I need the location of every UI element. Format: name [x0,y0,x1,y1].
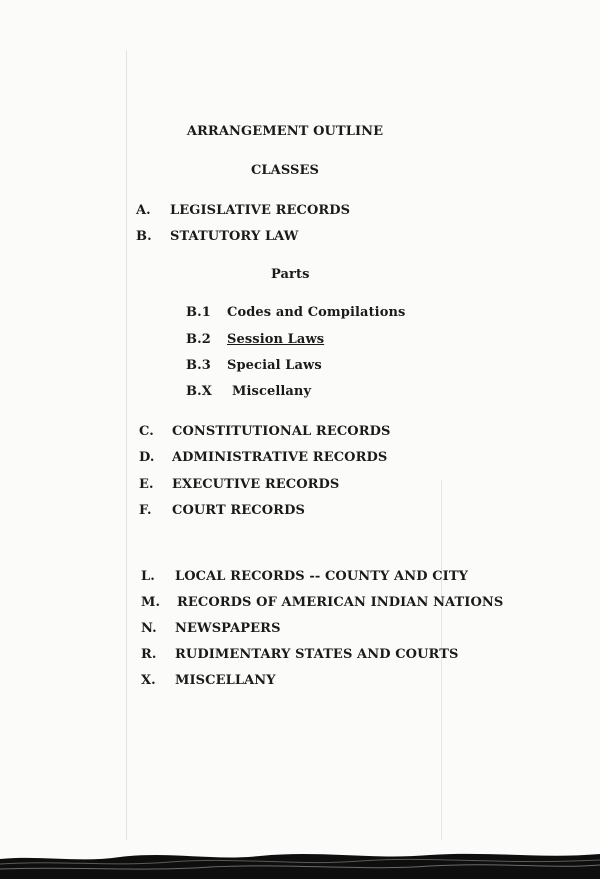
part-label: Miscellany [232,384,312,399]
class-label: RUDIMENTARY STATES AND COURTS [175,647,459,662]
class-label: LEGISLATIVE RECORDS [170,203,351,218]
class-code: F. [139,503,152,518]
parts-heading: Parts [271,267,310,282]
class-label: CONSTITUTIONAL RECORDS [172,424,391,439]
class-label: COURT RECORDS [172,503,305,518]
class-label: NEWSPAPERS [175,621,281,636]
class-code: B. [136,229,152,244]
class-label: ADMINISTRATIVE RECORDS [172,450,388,465]
part-label: Special Laws [227,358,322,373]
class-label: MISCELLANY [175,673,276,688]
classes-heading: CLASSES [250,163,320,178]
class-label: LOCAL RECORDS -- COUNTY AND CITY [175,569,468,584]
page-title: ARRANGEMENT OUTLINE [186,124,384,139]
part-code: B.1 [186,305,211,320]
class-code: X. [141,673,156,688]
part-label: Codes and Compilations [227,305,406,320]
class-label: EXECUTIVE RECORDS [172,477,340,492]
part-label: Session Laws [227,332,325,347]
class-label: STATUTORY LAW [170,229,299,244]
part-code: B.X [186,384,212,399]
scan-bottom-edge [0,845,600,879]
class-code: C. [139,424,154,439]
class-code: R. [141,647,157,662]
class-code: N. [141,621,157,636]
part-code: B.2 [186,332,211,347]
class-label: RECORDS OF AMERICAN INDIAN NATIONS [177,595,504,610]
class-code: L. [141,569,155,584]
class-code: A. [136,203,151,218]
class-code: M. [141,595,161,610]
class-code: D. [139,450,155,465]
class-code: E. [139,477,154,492]
part-code: B.3 [186,358,211,373]
